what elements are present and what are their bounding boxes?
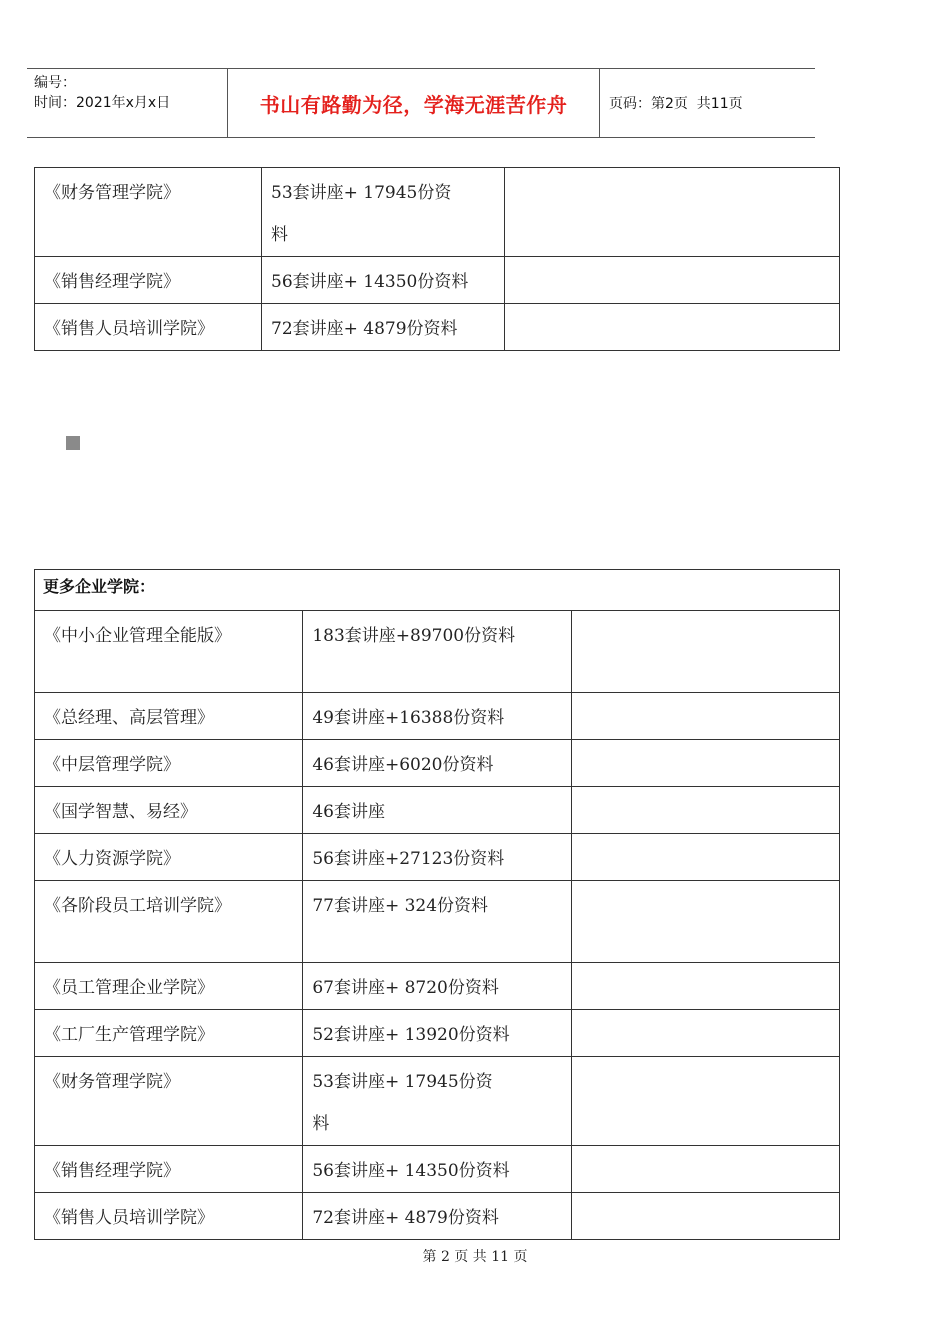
table-cell-text: 《中小企业管理全能版》 (44, 626, 231, 646)
table-cell-content: 46套讲座+6020份资料 (303, 740, 571, 787)
table-cell-content (303, 1057, 571, 1146)
table-cell-extra (571, 1146, 839, 1193)
square-bullet-icon (66, 436, 80, 450)
table-cell-extra (571, 1193, 839, 1240)
course-table-top (34, 167, 840, 351)
table-cell-content: 56套讲座+ 14350份资料 (262, 257, 505, 304)
table-row (35, 611, 840, 693)
table-cell-name: 《财务管理学院》 (35, 168, 262, 257)
table-cell-content: 72套讲座+ 4879份资料 (303, 1193, 571, 1240)
table-cell-content: 77套讲座+ 324份资料 (303, 881, 571, 963)
table-cell-extra (571, 693, 839, 740)
table-row (35, 1057, 840, 1146)
table-cell-extra (571, 834, 839, 881)
table-cell-name: 《销售经理学院》 (35, 1146, 303, 1193)
table-cell-content: 49套讲座+16388份资料 (303, 693, 571, 740)
header-code-label: 编号： (34, 75, 76, 91)
table-cell-name: 《国学智慧、易经》 (35, 787, 303, 834)
table-cell-content: 183套讲座+89700份资料 (303, 611, 571, 693)
table-row (35, 1010, 840, 1057)
table-cell-content: 52套讲座+ 13920份资料 (303, 1010, 571, 1057)
table-row (35, 1146, 840, 1193)
table-cell-extra (571, 1057, 839, 1146)
table-cell-content: 56套讲座+27123份资料 (303, 834, 571, 881)
table-row (35, 787, 840, 834)
table-cell-extra (571, 740, 839, 787)
table-cell-extra (505, 257, 840, 304)
table-cell-text: 53套讲座+ 17945份资料 (312, 1072, 493, 1134)
header-divider (599, 69, 600, 137)
header-page-info: 页码：第2页 共11页 (609, 96, 743, 112)
table-row (35, 963, 840, 1010)
table-cell-name: 《工厂生产管理学院》 (35, 1010, 303, 1057)
table-row (35, 257, 840, 304)
table-row (35, 693, 840, 740)
table-row (35, 740, 840, 787)
table-cell-extra (505, 168, 840, 257)
table-row (35, 834, 840, 881)
course-table-more (34, 569, 840, 1240)
table-cell-content: 72套讲座+ 4879份资料 (262, 304, 505, 351)
header-date-label: 时间：2021年x月x日 (34, 95, 171, 111)
table-cell-name: 《销售经理学院》 (35, 257, 262, 304)
table-cell-extra (571, 963, 839, 1010)
table-cell-name: 《总经理、高层管理》 (35, 693, 303, 740)
table-cell-name: 《财务管理学院》 (35, 1057, 303, 1146)
page-footer: 第 2 页 共 11 页 (422, 1249, 528, 1265)
page-header (27, 68, 815, 138)
table-cell-name (35, 611, 303, 693)
table-cell-name (35, 881, 303, 963)
table-row (35, 168, 840, 257)
table-cell-text: 53套讲座+ 17945份资料 (271, 183, 452, 245)
header-meta (34, 73, 224, 113)
table-cell-content: 56套讲座+ 14350份资料 (303, 1146, 571, 1193)
table-row (35, 881, 840, 963)
table-cell-content: 46套讲座 (303, 787, 571, 834)
table-cell-extra (571, 881, 839, 963)
table-row (35, 304, 840, 351)
table-row (35, 1193, 840, 1240)
table-title-row (35, 570, 840, 611)
table-cell-name: 《员工管理企业学院》 (35, 963, 303, 1010)
table-cell-name: 《人力资源学院》 (35, 834, 303, 881)
table-cell-content: 67套讲座+ 8720份资料 (303, 963, 571, 1010)
table-cell-extra (571, 787, 839, 834)
table-cell-name: 《销售人员培训学院》 (35, 304, 262, 351)
table-title: 更多企业学院： (35, 570, 840, 611)
table-cell-extra (571, 1010, 839, 1057)
table-cell-text: 《各阶段员工培训学院》 (44, 896, 231, 916)
table-cell-name: 《销售人员培训学院》 (35, 1193, 303, 1240)
table-cell-name: 《中层管理学院》 (35, 740, 303, 787)
table-cell-extra (505, 304, 840, 351)
header-motto: 书山有路勤为径，学海无涯苦作舟 (259, 92, 568, 117)
table-cell-content (262, 168, 505, 257)
table-cell-extra (571, 611, 839, 693)
